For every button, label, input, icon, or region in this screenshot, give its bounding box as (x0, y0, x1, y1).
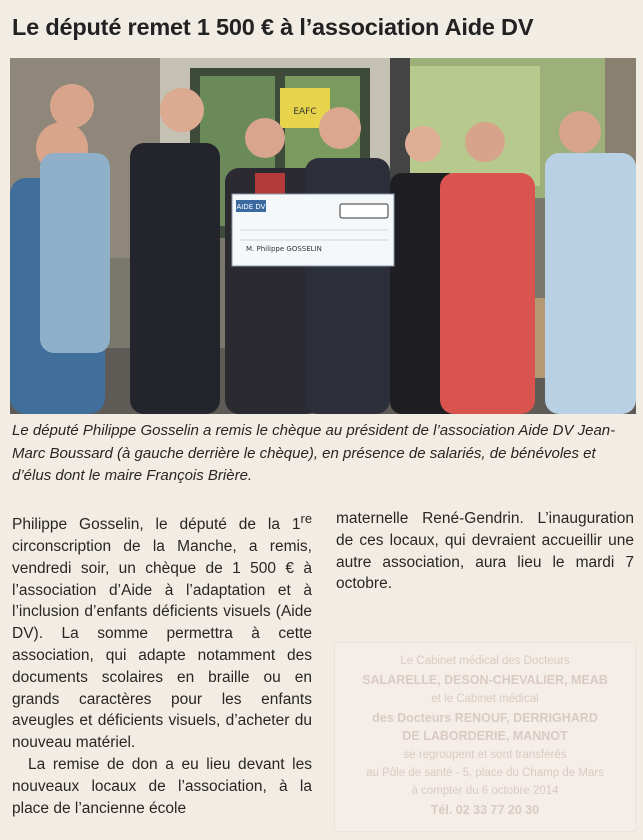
article-right-column (336, 508, 634, 595)
ad-line-4: des Docteurs RENOUF, DERRIGHARD (372, 711, 598, 725)
ad-line-1: Le Cabinet médical des Docteurs (400, 655, 570, 667)
ad-line-2: SALARELLE, DESON-CHEVALIER, MEAB (362, 673, 608, 687)
paragraph-1-start: Philippe Gosselin, le député de la 1 (12, 516, 301, 534)
article-paragraph-3: maternelle René-Gendrin. L’inauguration de ces locaux, qui devraient accueillir une autre association, aura lieu le mardi 7 octobre. (336, 510, 634, 593)
ad-line-5: DE LABORDERIE, MANNOT (402, 729, 568, 743)
photo-caption: Le député Philippe Gosselin a remis le chèque au président de l’association Aide DV Jean-Marc Boussard (à gauche derrière le chèque), en présence de salariés, de bénévoles et d’élus dont le maire François Brière. (12, 422, 616, 484)
ad-line-7: au Pôle de santé - 5, place du Champ de Mars (366, 767, 604, 779)
faded-advertisement (334, 642, 636, 832)
ad-line-6: se regroupent et sont transférés (403, 749, 567, 761)
door-sign-label: EAFC (293, 107, 317, 117)
paragraph-1-end: circonscription de la Manche, a remis, vendredi soir, un chèque de 1 500 € à l’association d’Aide à l’adaptation et à l’inclusion d’enfants déficients visuels (Aide DV). La somme permettra à cette association, qui adapte notamment des documents scolaires en braille ou en grands caractères pour les enfants aveugles et déficients visuels, d’acheter du nouveau matériel. (12, 537, 312, 752)
article-left-column (12, 508, 312, 819)
ad-line-9: Tél. 02 33 77 20 30 (430, 803, 540, 817)
article-paragraph-1 (12, 508, 312, 754)
ordinal-superscript: re (300, 511, 312, 526)
article-headline: Le député remet 1 500 € à l’association Aide DV (12, 14, 534, 40)
article-photo (10, 58, 636, 414)
ad-line-8: à compter du 6 octobre 2014 (411, 785, 559, 797)
ad-line-3: et le Cabinet médical (431, 693, 539, 705)
cheque-name: M. Philippe GOSSELIN (246, 245, 322, 253)
cheque-header: AIDE DV (236, 203, 266, 211)
article-paragraph-2: La remise de don a eu lieu devant les nouveaux locaux de l’association, à la place de l’ancienne école (12, 755, 312, 817)
